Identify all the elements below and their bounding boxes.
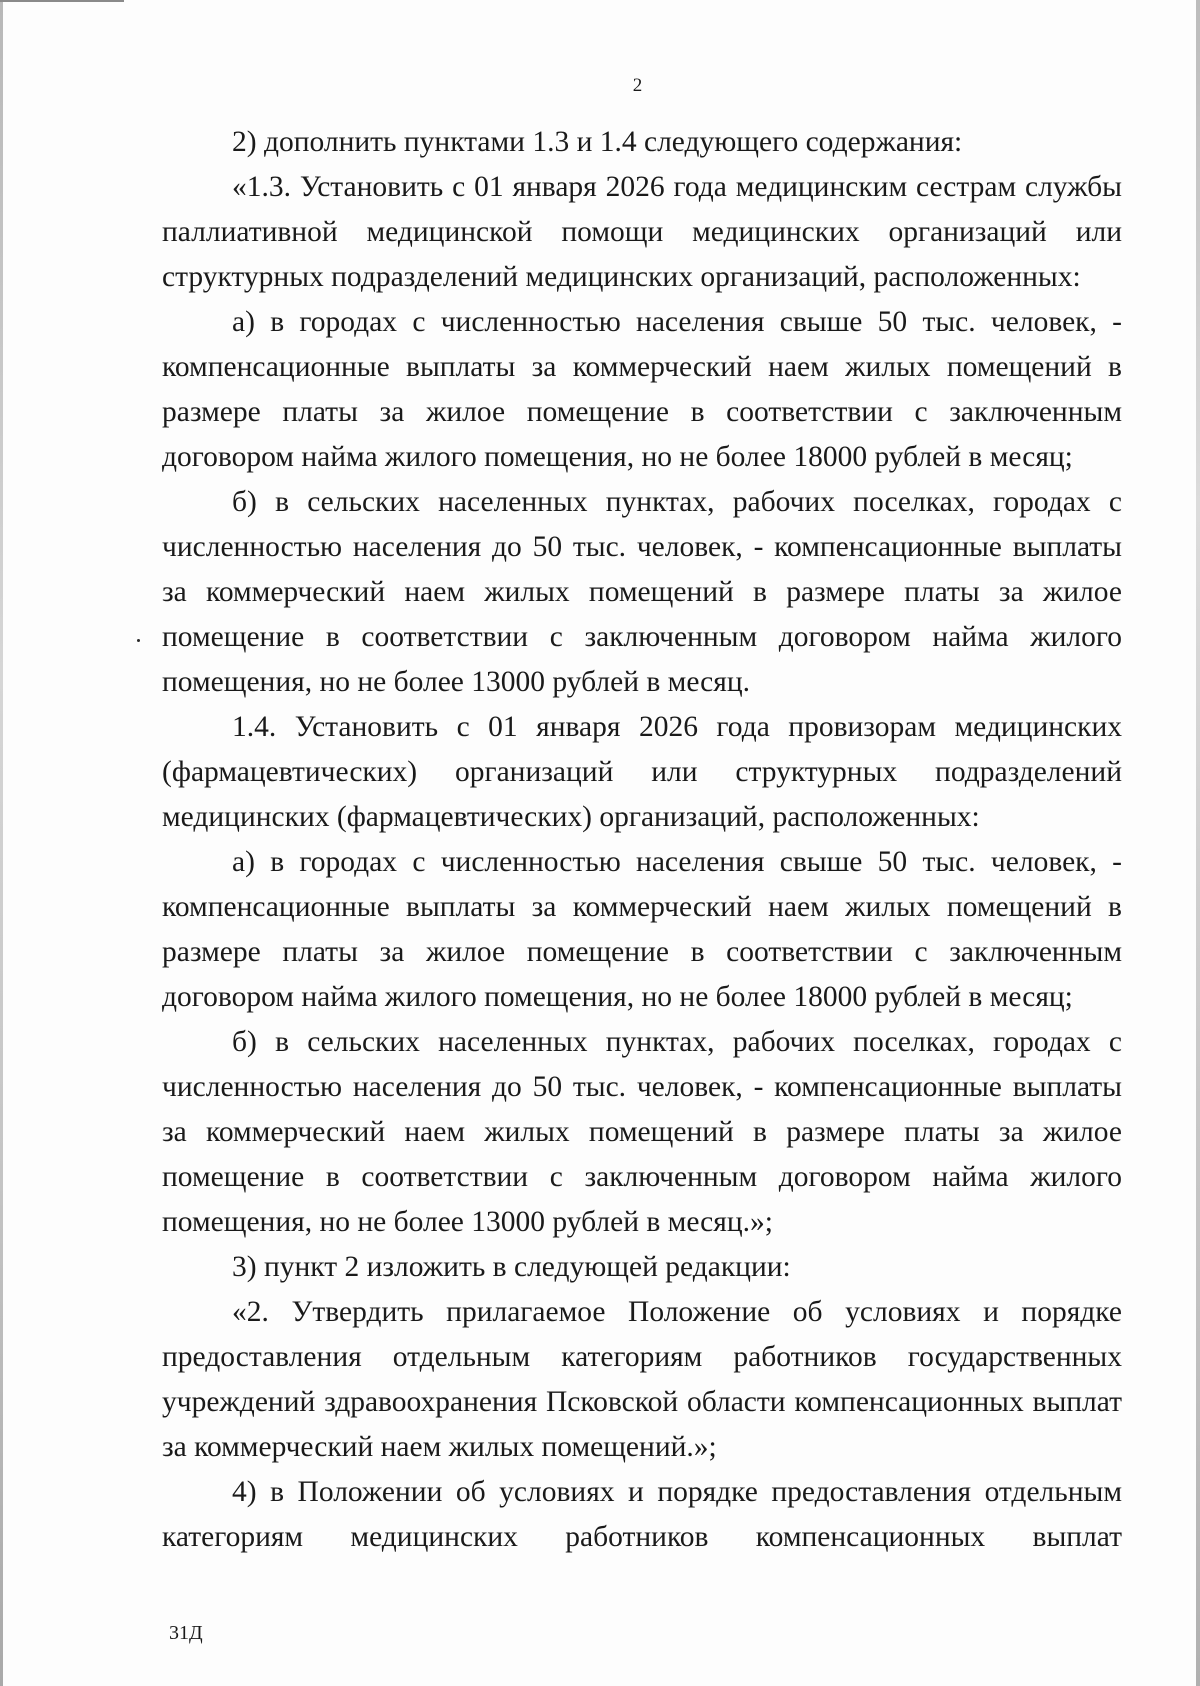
paragraph-item-3: 3) пункт 2 изложить в следующей редакции: — [232, 1251, 791, 1283]
scan-edge-right — [1196, 0, 1200, 1686]
scan-edge-left — [0, 0, 3, 1686]
paragraph-clause-1-3-b: б) в сельских населенных пунктах, рабочих поселках, городах с численностью населения до 50 тыс. человек, - компенсационные выплаты за коммерческий наем жилых помещений в размере платы за жилое помещение в соответствии с заключенным договором найма жилого помещения, но не более 13000 рублей в месяц. — [162, 486, 1122, 698]
paragraph-clause-1-4: 1.4. Установить с 01 января 2026 года провизорам медицинских (фармацевтических) организаций или структурных подразделений медицинских (фармацевтических) организаций, расположенных: — [162, 711, 1122, 833]
paragraph-item-2: 2) дополнить пунктами 1.3 и 1.4 следующего содержания: — [232, 126, 963, 158]
scan-edge-top — [0, 0, 124, 2]
scan-speck — [137, 639, 140, 642]
footer-code: 31Д — [169, 1622, 203, 1644]
document-body — [162, 120, 1122, 1560]
paragraph-clause-1-4-a: а) в городах с численностью населения свыше 50 тыс. человек, - компенсационные выплаты за коммерческий наем жилых помещений в размере платы за жилое помещение в соответствии с заключенным договором найма жилого помещения, но не более 18000 рублей в месяц; — [162, 846, 1122, 1013]
paragraph-clause-1-3-a: а) в городах с численностью населения свыше 50 тыс. человек, - компенсационные выплаты за коммерческий наем жилых помещений в размере платы за жилое помещение в соответствии с заключенным договором найма жилого помещения, но не более 18000 рублей в месяц; — [162, 306, 1122, 473]
paragraph-item-4: 4) в Положении об условиях и порядке предоставления отдельным категориям медицинских работников компенсационных выплат — [162, 1476, 1122, 1553]
page-number: 2 — [632, 75, 643, 96]
paragraph-clause-1-3: «1.3. Установить с 01 января 2026 года медицинским сестрам службы паллиативной медицинской помощи медицинских организаций или структурных подразделений медицинских организаций, расположенных: — [162, 171, 1122, 293]
paragraph-clause-1-4-b: б) в сельских населенных пунктах, рабочих поселках, городах с численностью населения до 50 тыс. человек, - компенсационные выплаты за коммерческий наем жилых помещений в размере платы за жилое помещение в соответствии с заключенным договором найма жилого помещения, но не более 13000 рублей в месяц.»; — [162, 1026, 1122, 1238]
paragraph-clause-2: «2. Утвердить прилагаемое Положение об условиях и порядке предоставления отдельным категориям работников государственных учреждений здравоохранения Псковской области компенсационных выплат за коммерческий наем жилых помещений.»; — [162, 1296, 1122, 1463]
